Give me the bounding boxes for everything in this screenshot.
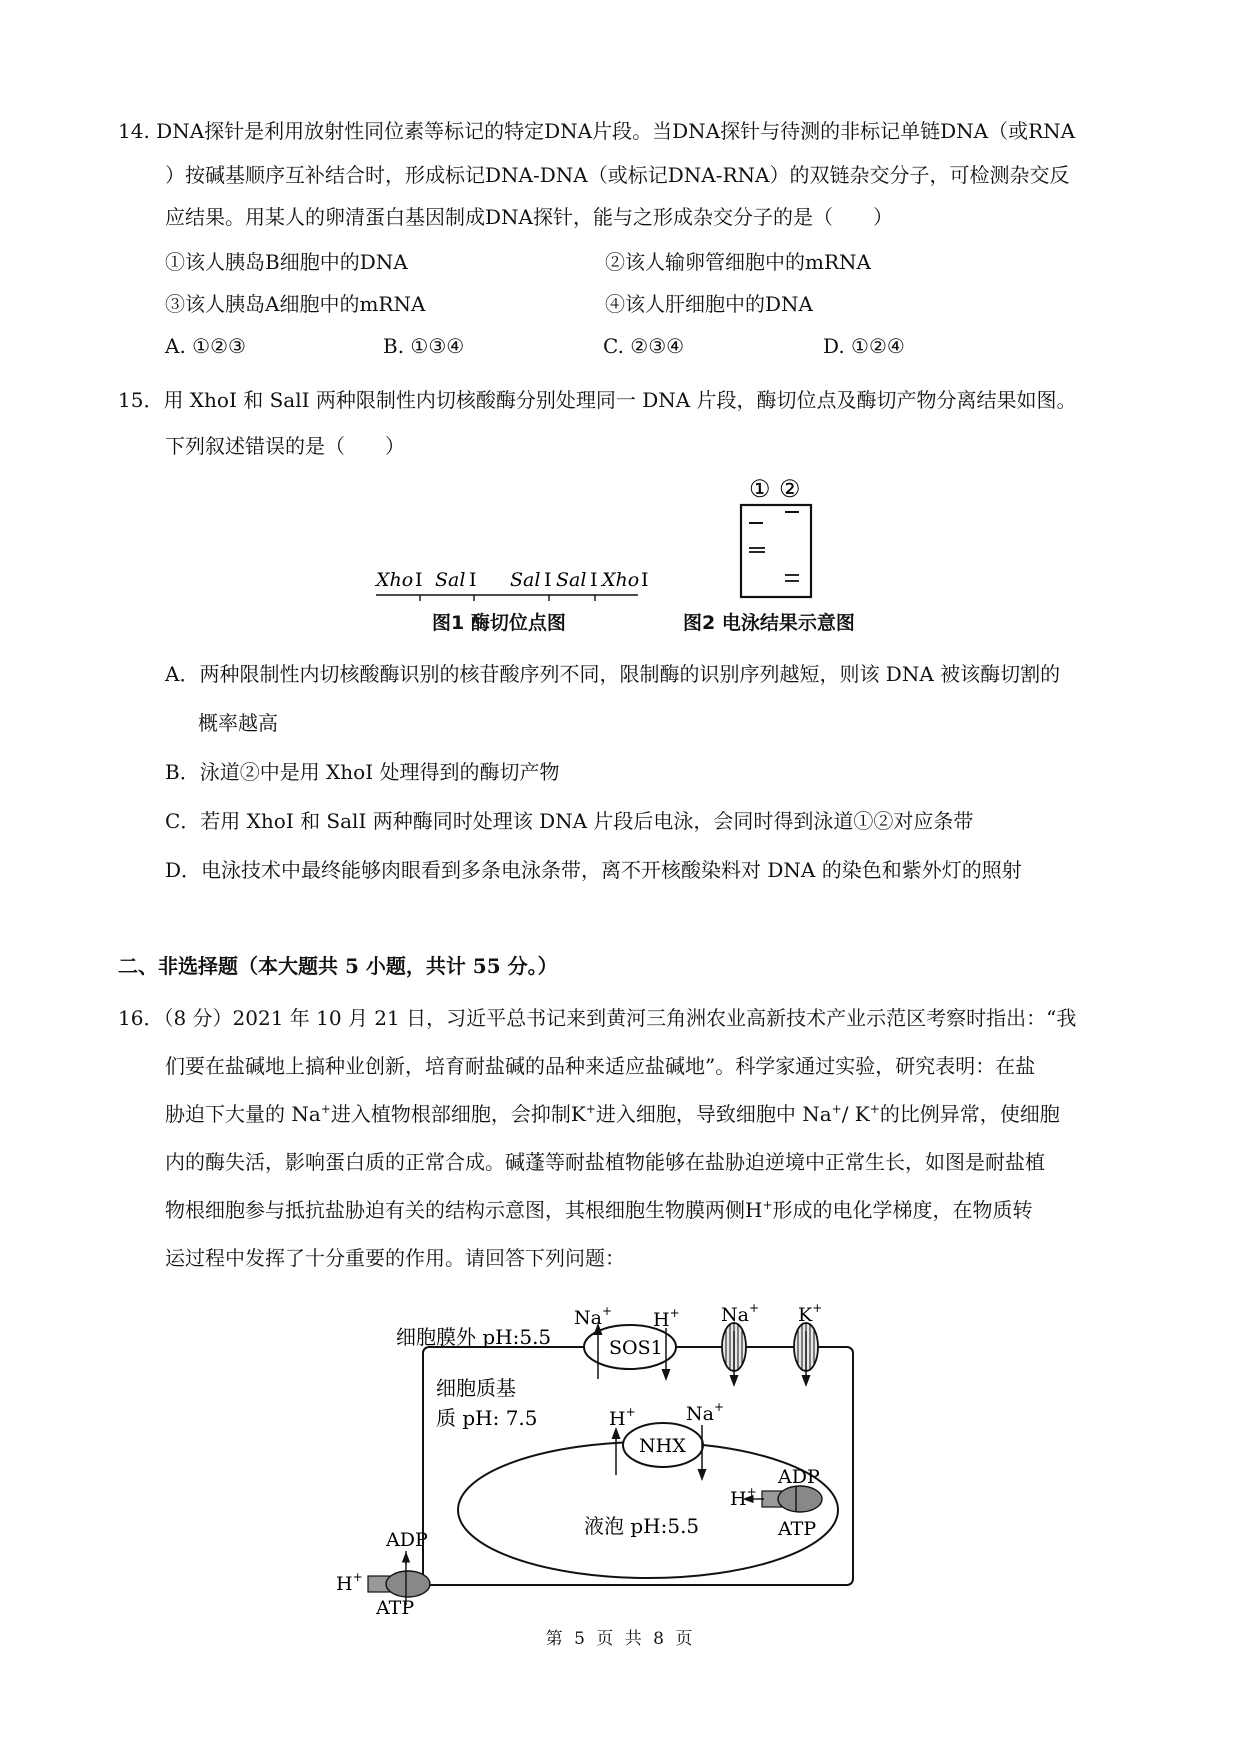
membrane-proton-pump xyxy=(386,1571,430,1597)
site-roman-3: I xyxy=(544,569,552,591)
q16-line-3: 胁迫下大量的 Na+进入植物根部细胞，会抑制K+进入细胞，导致细胞中 Na+/ K+的比例异常，使细胞 xyxy=(165,1102,1060,1126)
q14-item-2: ②该人输卵管细胞中的mRNA xyxy=(605,250,871,274)
nhx-h-label: H+ xyxy=(609,1405,636,1430)
vacuole-proton-pump xyxy=(778,1486,822,1512)
q15-option-a: A．两种限制性内切核酸酶识别的核苷酸序列不同，限制酶的识别序列越短，则该 DNA 被该酶切割的 xyxy=(165,662,1061,686)
q16-line-6: 运过程中发挥了十分重要的作用。请回答下列问题： xyxy=(165,1246,625,1270)
q15-line-2: 下列叙述错误的是（ ） xyxy=(165,434,405,458)
site-label-sal-1: Sal xyxy=(435,569,466,591)
lane-label-2: ② xyxy=(779,475,801,503)
channel-na-label: Na+ xyxy=(721,1301,760,1326)
vacuole-adp-label: ADP xyxy=(778,1466,820,1488)
q14-option-b: B. ①③④ xyxy=(383,334,465,358)
q16-line-1: 16．（8 分）2021 年 10 月 21 日，习近平总书记来到黄河三角洲农业高新技术产业示范区考察时指出：“我 xyxy=(118,1006,1077,1030)
vacuole-h-label: H+ xyxy=(730,1485,757,1510)
figure1-caption: 图1 酶切位点图 xyxy=(432,612,566,634)
outside-ph-label: 细胞膜外 pH:5.5 xyxy=(396,1325,552,1349)
vacuole-atp-label: ATP xyxy=(778,1518,817,1540)
q16-line-4: 内的酶失活，影响蛋白质的正常合成。碱蓬等耐盐植物能够在盐胁迫逆境中正常生长，如图是耐盐植 xyxy=(165,1150,1045,1174)
q15-option-a-cont: 概率越高 xyxy=(198,711,278,735)
site-label-sal-2: Sal xyxy=(510,569,541,591)
q14-line-2: ）按碱基顺序互补结合时，形成标记DNA-DNA（或标记DNA-RNA）的双链杂交分子，可检测杂交反 xyxy=(165,163,1070,187)
site-label-xho-1: Xho xyxy=(376,569,414,591)
lane-label-1: ① xyxy=(749,475,771,503)
membrane-h-label: H+ xyxy=(336,1570,363,1595)
nhx-na-label: Na+ xyxy=(686,1400,725,1425)
site-label-sal-3: Sal xyxy=(556,569,587,591)
site-roman-1: I xyxy=(415,569,423,591)
q16-line-2: 们要在盐碱地上搞种业创新，培育耐盐碱的品种来适应盐碱地”。科学家通过实验，研究表明：在盐 xyxy=(165,1054,1036,1078)
q14-line-1: 14. DNA探针是利用放射性同位素等标记的特定DNA片段。当DNA探针与待测的非标记单链DNA（或RNA xyxy=(118,119,1076,143)
gel-box xyxy=(741,505,811,597)
membrane-atp-label: ATP xyxy=(376,1597,415,1619)
q14-line-3: 应结果。用某人的卵清蛋白基因制成DNA探针，能与之形成杂交分子的是（ ） xyxy=(165,205,893,229)
page-footer: 第 5 页 共 8 页 xyxy=(545,1629,696,1649)
sos1-h-label: H+ xyxy=(653,1306,680,1331)
q14-item-3: ③该人胰岛A细胞中的mRNA xyxy=(165,292,426,316)
vacuole-ph-label: 液泡 pH:5.5 xyxy=(584,1514,700,1538)
site-roman-5: I xyxy=(641,569,649,591)
sos1-label: SOS1 xyxy=(609,1337,663,1359)
site-roman-2: I xyxy=(469,569,477,591)
q14-item-4: ④该人肝细胞中的DNA xyxy=(605,292,813,316)
q15-option-d: D．电泳技术中最终能够肉眼看到多条电泳条带，离不开核酸染料对 DNA 的染色和紫外灯的照射 xyxy=(165,858,1022,882)
q16-line-5: 物根细胞参与抵抗盐胁迫有关的结构示意图，其根细胞生物膜两侧H+形成的电化学梯度，在物质转 xyxy=(165,1198,1033,1222)
q15-option-b: B．泳道②中是用 XhoI 处理得到的酶切产物 xyxy=(165,760,560,784)
cytoplasm-label-2: 质 pH: 7.5 xyxy=(436,1406,538,1430)
q15-line-1: 15．用 XhoI 和 SalI 两种限制性内切核酸酶分别处理同一 DNA 片段，酶切位点及酶切产物分离结果如图。 xyxy=(118,388,1077,412)
membrane-adp-label: ADP xyxy=(386,1529,428,1551)
figure2-caption: 图2 电泳结果示意图 xyxy=(683,612,855,634)
site-roman-4: I xyxy=(590,569,598,591)
q14-option-d: D. ①②④ xyxy=(823,334,905,358)
cytoplasm-label-1: 细胞质基 xyxy=(436,1376,516,1400)
nhx-label: NHX xyxy=(639,1435,686,1457)
q14-item-1: ①该人胰岛B细胞中的DNA xyxy=(165,250,408,274)
q15-option-c: C．若用 XhoI 和 SalI 两种酶同时处理该 DNA 片段后电泳，会同时得到泳道①②对应条带 xyxy=(165,809,974,833)
section-2-heading: 二、非选择题（本大题共 5 小题，共计 55 分。） xyxy=(118,954,558,978)
q14-option-a: A. ①②③ xyxy=(165,334,246,358)
figure3-root-cell-diagram xyxy=(336,1295,880,1619)
figure2-gel xyxy=(735,475,835,605)
sos1-na-label: Na+ xyxy=(574,1304,613,1329)
channel-k-label: K+ xyxy=(798,1301,823,1326)
site-label-xho-2: Xho xyxy=(602,569,640,591)
q14-option-c: C. ②③④ xyxy=(603,334,685,358)
